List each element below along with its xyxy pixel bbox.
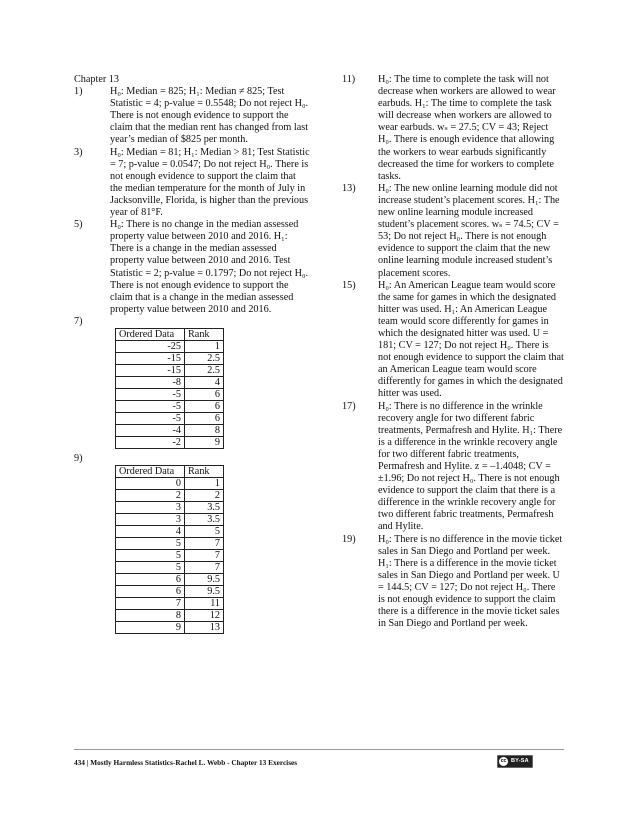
license-label: BY-SA [511,758,529,765]
creative-commons-icon: cc [500,758,507,764]
table-header-row [116,466,224,478]
chapter-heading: Chapter 13 [74,74,119,85]
rank-cell: 9 [185,436,224,448]
table-row [116,412,224,424]
answer-text: H₀: Median = 825; H₁: Median ≠ 825; Test Statistic = 4; p-value = 0.5548; Do not reject H₀. There is not enough evidence to support the claim that the median rent has changed from last year’s median of $825 per month. [110,86,309,146]
answer-text: H₀: There is no change in the median assessed property value between 2010 and 2016. H₁: There is a change in the median assessed property value between 2010 and 2016. Test Statistic = 2; p-value = 0.1797; Do not reject H₀. There is not enough evidence to support the claim that is a change in the median assessed property value between 2010 and 2016. [110,219,309,315]
answer-5 [74,219,310,316]
ordered-data-cell: 0 [116,478,185,490]
column-header-rank: Rank [185,466,224,478]
ordered-data-cell: 5 [116,538,185,550]
table-row [116,424,224,436]
ordered-data-cell: 6 [116,586,185,598]
table-row [116,526,224,538]
rank-table-9 [115,465,224,634]
ordered-data-cell: -2 [116,436,185,448]
rank-cell: 7 [185,550,224,562]
rank-cell: 1 [185,340,224,352]
table-row [116,622,224,634]
table-row [116,478,224,490]
rank-cell: 12 [185,610,224,622]
column-header-ordered-data: Ordered Data [116,466,185,478]
rank-cell: 3.5 [185,502,224,514]
table-row [116,514,224,526]
rank-cell: 9.5 [185,586,224,598]
ordered-data-cell: -5 [116,388,185,400]
left-column [74,74,310,638]
answer-number: 1) [74,86,83,98]
rank-cell: 9.5 [185,574,224,586]
rank-cell: 13 [185,622,224,634]
answer-1 [74,86,310,146]
table-row [116,610,224,622]
answer-text: H₀: An American League team would score the same for games in which the designated hitter was used. H₁: An American League team would score differently for games in which the designated hitter was used. U = 181; CV = 127; Do not reject H₀. There is not enough evidence to support the claim that an American League team would score differently for games in which the designated hitter was used. [378,279,564,400]
table-row [116,502,224,514]
table-header-row [116,328,224,340]
answer-17 [342,401,564,534]
ordered-data-cell: 5 [116,562,185,574]
answer-13 [342,183,564,280]
ordered-data-cell: 6 [116,574,185,586]
answer-19 [342,534,564,631]
answer-text: H₀: Median = 81; H₁: Median > 81; Test Statistic = 7; p-value = 0.0547; Do not reject H₀. There is not enough evidence to support the claim that the median temperature for the month of July in Jacksonville, Florida, is higher than the previous year of 81°F. [110,146,310,219]
rank-cell: 11 [185,598,224,610]
rank-cell: 2 [185,490,224,502]
table-row [116,538,224,550]
table-row [116,400,224,412]
answer-text: H₀: The new online learning module did not increase student’s placement scores. H₁: The new online learning module increased student’s placement scores. wₛ = 74.5; CV = 53; Do not reject H₀. There is not enough evidence to support the claim that the new online learning module increased student’s placement scores. [378,182,560,279]
rank-cell: 2.5 [185,352,224,364]
table-row [116,388,224,400]
table-row [116,550,224,562]
table-row [116,340,224,352]
ordered-data-cell: 2 [116,490,185,502]
answer-text: H₀: There is no difference in the wrinkle recovery angle for two different fabric treatments, Permafresh and Hylite. H₁: There is a difference in the wrinkle recovery angle for two different fabric treatments, Permafresh and Hylite. z = –1.4048; CV = ±1.96; Do not reject H₀. There is not enough evidence to support the claim that there is a difference in the wrinkle recovery angle for two different fabric treatments, Permafresh and Hylite. [378,400,563,533]
ordered-data-cell: 3 [116,514,185,526]
rank-table-7 [115,328,224,449]
answer-number: 11) [342,74,356,85]
rank-cell: 4 [185,376,224,388]
ordered-data-cell: 7 [116,598,185,610]
table-row [116,364,224,376]
ordered-data-cell: -4 [116,424,185,436]
ordered-data-cell: -15 [116,364,185,376]
answer-number: 19) [342,533,356,545]
table-row [116,352,224,364]
table-row [116,574,224,586]
cc-by-sa-license-badge[interactable] [497,755,533,768]
answer-number: 9) [74,452,83,464]
rank-cell: 6 [185,400,224,412]
right-column [342,74,564,630]
answer-number: 3) [74,146,83,158]
table-row [116,376,224,388]
ordered-data-cell: 5 [116,550,185,562]
table-row [116,598,224,610]
ordered-data-cell: -25 [116,340,185,352]
rank-cell: 3.5 [185,514,224,526]
answer-9 [74,453,310,465]
rank-cell: 6 [185,412,224,424]
table-row [116,586,224,598]
answer-15 [342,280,564,401]
answer-7 [74,316,310,328]
rank-cell: 7 [185,562,224,574]
answer-11 [342,74,564,183]
rank-cell: 8 [185,424,224,436]
table-row [116,490,224,502]
ordered-data-cell: 3 [116,502,185,514]
column-header-ordered-data: Ordered Data [116,328,185,340]
footer-rule [74,749,564,750]
answer-number: 15) [342,279,356,291]
rank-cell: 1 [185,478,224,490]
ordered-data-cell: 9 [116,622,185,634]
answer-text: H₀: The time to complete the task will not decrease when workers are allowed to wear earbuds. H₁: The time to complete the task will decrease when workers are allowed to wear earbuds. wₛ = 27.5; CV = 43; Reject H₀. There is enough evidence that allowing the workers to wear earbuds significantly decreased the time for workers to complete tasks. [378,74,556,182]
answer-text: H₀: There is no difference in the movie ticket sales in San Diego and Portland per week. H₁: There is a difference in the movie ticket sales in San Diego and Portland per week. U = 144.5; CV = 127; Do not reject H₀. There is not enough evidence to support the claim there is a difference in the movie ticket sales in San Diego and Portland per week. [378,533,563,630]
column-header-rank: Rank [185,328,224,340]
rank-cell: 6 [185,388,224,400]
ordered-data-cell: 8 [116,610,185,622]
ordered-data-cell: -5 [116,412,185,424]
answer-number: 7) [74,315,83,327]
table-row [116,436,224,448]
rank-cell: 5 [185,526,224,538]
rank-cell: 2.5 [185,364,224,376]
answer-number: 5) [74,219,83,231]
answer-number: 17) [342,400,356,412]
table-row [116,562,224,574]
ordered-data-cell: -8 [116,376,185,388]
footer-text: 434 | Mostly Harmless Statistics-Rachel L. Webb - Chapter 13 Exercises [74,758,298,767]
ordered-data-cell: 4 [116,526,185,538]
rank-cell: 7 [185,538,224,550]
ordered-data-cell: -15 [116,352,185,364]
answer-number: 13) [342,182,356,194]
answer-3 [74,147,310,220]
ordered-data-cell: -5 [116,400,185,412]
